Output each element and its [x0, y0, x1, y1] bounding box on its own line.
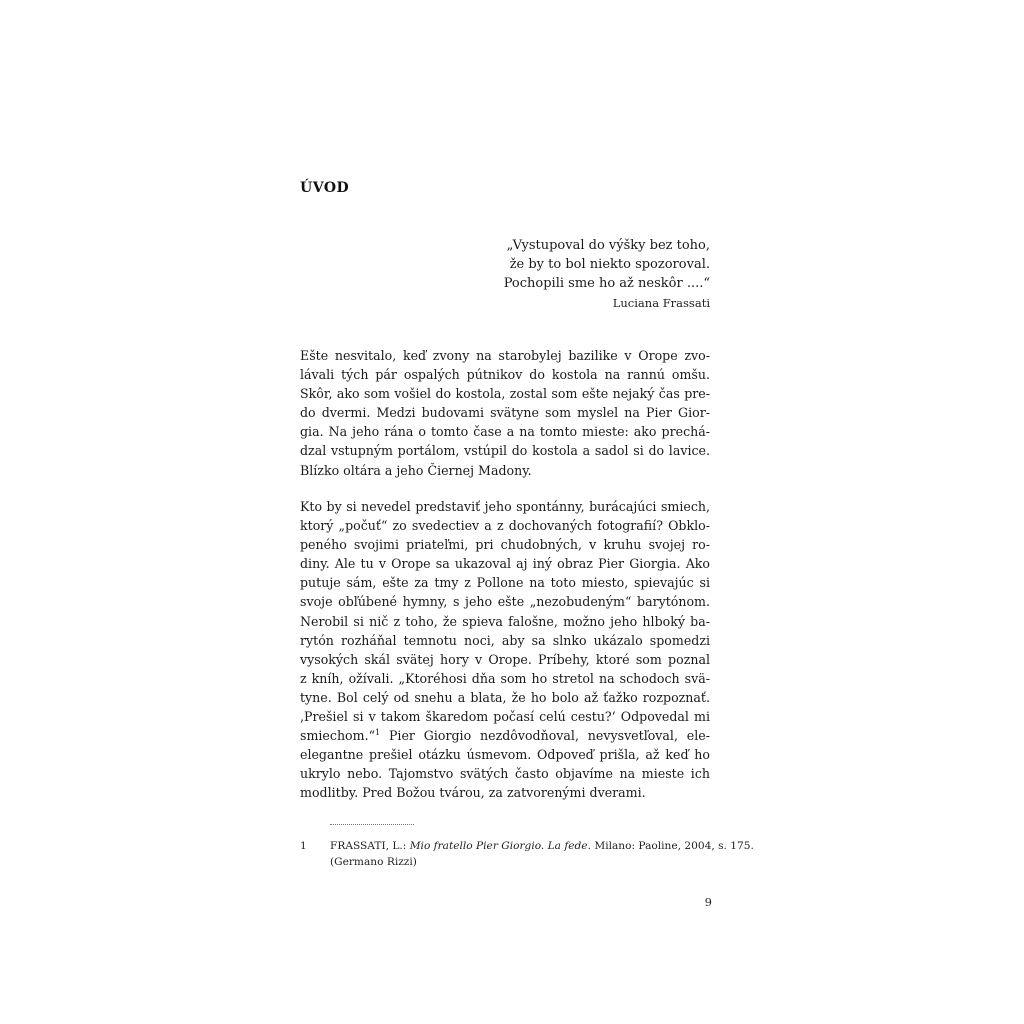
text-line: Skôr, ako som vošiel do kostola, zostal som ešte nejaký čas pre- [300, 386, 710, 402]
footnote-text [330, 838, 754, 870]
text-line: z kníh, ožívali. „Ktoréhosi dňa som ho stretol na schodoch svä- [300, 670, 710, 686]
page-number: 9 [704, 895, 712, 909]
footnote-title: Mio fratello Pier Giorgio. La fede [409, 840, 588, 852]
text-line: elegantne prešiel otázku úsmevom. Odpoveď prišla, až keď ho [300, 747, 710, 763]
text-fragment: smiechom.“ [300, 728, 376, 744]
text-line: lávali tých pár ospalých pútnikov do kostola na rannú omšu. [300, 367, 710, 383]
text-line: gia. Na jeho rána o tomto čase a na tomto mieste: ako prechá- [300, 424, 710, 440]
text-line: putuje sám, ešte za tmy z Pollone na toto miesto, spievajúc si [300, 575, 710, 591]
footnote-reference[interactable]: 1 [375, 727, 381, 737]
footnote-translator: (Germano Rizzi) [330, 856, 417, 868]
epigraph [440, 236, 710, 313]
text-line: ktorý „počuť“ zo svedectiev a z dochovaných fotografií? Obklo- [300, 518, 710, 534]
text-line: tyne. Bol celý od snehu a blata, že ho bolo až ťažko rozpoznať. [300, 689, 710, 705]
text-line: Kto by si nevedel predstaviť jeho spontánny, burácajúci smiech, [300, 499, 710, 514]
text-line: Ešte nesvitalo, keď zvony na starobylej bazilike v Orope zvo- [300, 348, 710, 363]
chapter-heading: ÚVOD [300, 180, 350, 196]
footnote-divider [330, 824, 414, 825]
text-line: diny. Ale tu v Orope sa ukazoval aj iný obraz Pier Giorgia. Ako [300, 556, 710, 572]
text-line: Blízko oltára a jeho Čiernej Madony. [300, 462, 532, 478]
paragraph-2 [300, 497, 710, 803]
epigraph-line: Pochopili sme ho až neskôr ....“ [503, 276, 710, 291]
epigraph-line: že by to bol niekto spozoroval. [509, 257, 710, 272]
footnote-citation [330, 838, 754, 854]
paragraph-1 [300, 346, 710, 480]
footnote-number: 1 [300, 840, 307, 852]
text-line: do dvermi. Medzi budovami svätyne som myslel na Pier Gior- [300, 405, 710, 421]
text-line: rytón rozháňal temnotu noci, aby sa slnko ukázalo spomedzi [300, 632, 710, 648]
text-line-with-footnote [300, 726, 710, 745]
text-line: peného svojimi priateľmi, pri chudobných, v kruhu svojej ro- [300, 537, 710, 553]
text-fragment: Pier Giorgio nezdôvodňoval, nevysvetľoval, ele- [380, 728, 710, 744]
footnote-publisher: . Milano: Paoline, 2004, s. 175. [587, 840, 754, 852]
text-line: ‚Prešiel si v takom škaredom počasí celú cestu?‘ Odpovedal mi [300, 709, 710, 725]
text-line: ukrylo nebo. Tajomstvo svätých často objavíme na mieste ich [300, 766, 710, 782]
epigraph-author: Luciana Frassati [612, 296, 710, 310]
text-line: svoje obľúbené hymny, s jeho ešte „nezobudeným“ barytónom. [300, 594, 710, 610]
text-line: modlitby. Pred Božou tvárou, za zatvorenými dverami. [300, 785, 646, 801]
text-line: dzal vstupným portálom, vstúpil do kostola a sadol si do lavice. [300, 443, 710, 459]
footnote-author: FRASSATI, L.: [330, 840, 410, 852]
epigraph-line: „Vystupoval do výšky bez toho, [506, 238, 710, 253]
text-line: vysokých skál svätej hory v Orope. Príbehy, ktoré som poznal [300, 651, 710, 667]
text-line: Nerobil si nič z toho, že spieva falošne, možno jeho hlboký ba- [300, 613, 710, 629]
